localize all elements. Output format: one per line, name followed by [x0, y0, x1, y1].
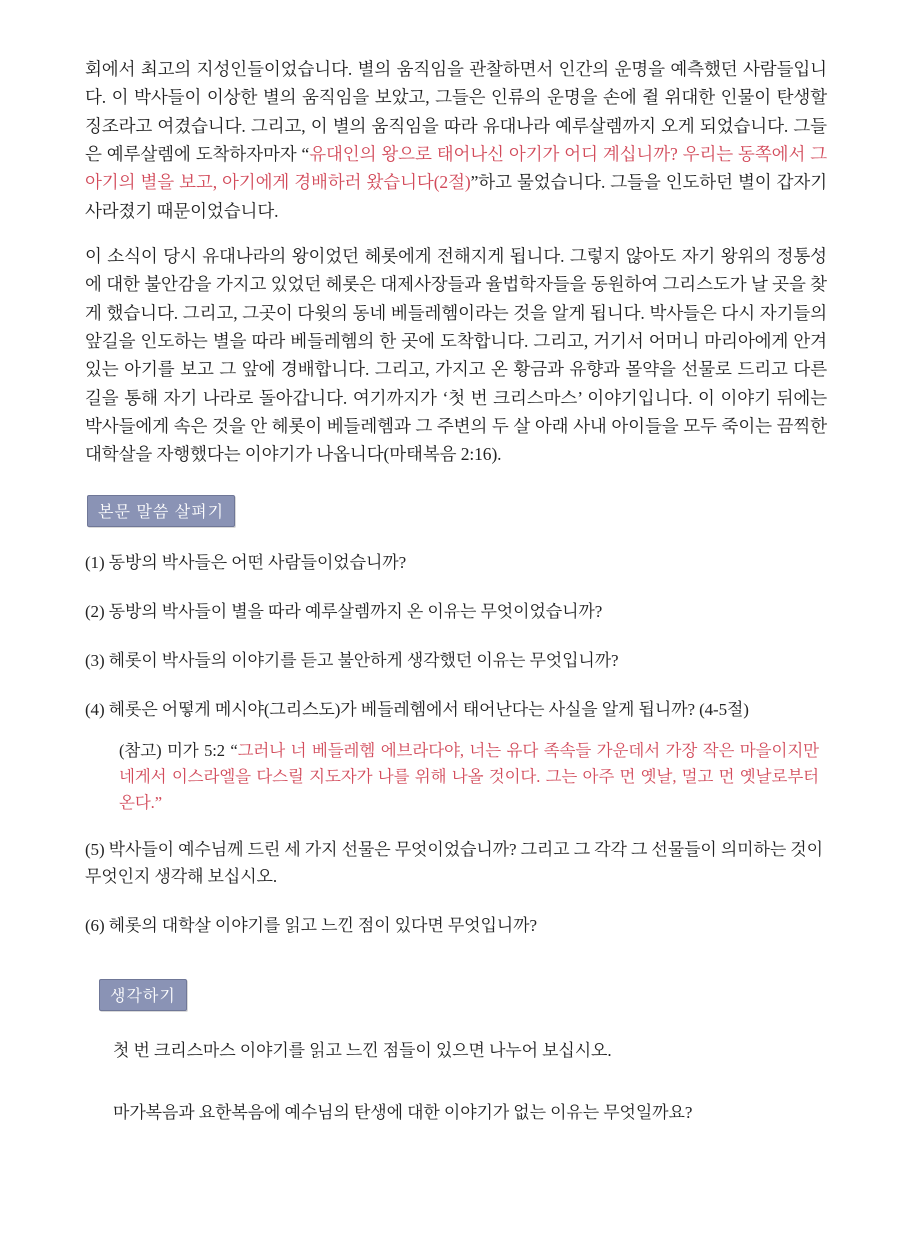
section-heading-2	[85, 979, 827, 1011]
paragraph-2: 이 소식이 당시 유대나라의 왕이었던 헤롯에게 전해지게 됩니다. 그렇지 않아도 자기 왕위의 정통성에 대한 불안감을 가지고 있었던 헤롯은 대제사장들과 율법학자들을 동원하여 그리스도가 날 곳을 찾게 했습니다. 그리고, 그곳이 다윗의 동네 베들레헴이라는 것을 알게 됩니다. 박사들은 다시 자기들의 앞길을 인도하는 별을 따라 베들레헴의 한 곳에 도착합니다. 그리고, 거기서 어머니 마리아에게 안겨 있는 아기를 보고 그 앞에 경배합니다. 그리고, 가지고 온 황금과 유향과 몰약을 선물로 드리고 다른 길을 통해 자기 나라로 돌아갑니다. 여기까지가 ‘첫 번 크리스마스’ 이야기입니다. 이 이야기 뒤에는 박사들에게 속은 것을 안 헤롯이 베들레헴과 그 주변의 두 살 아래 사내 아이들을 모두 죽이는 끔찍한 대학살을 자행했다는 이야기가 나옵니다(마태복음 2:16).	[85, 246, 827, 465]
question-1: (1) 동방의 박사들은 어떤 사람들이었습니까?	[85, 552, 407, 572]
paragraph-1-part-2: ”하고 물었습니다. 그들을 인도하던 별이 갑자기 사라졌기 때문이었습니다.	[85, 172, 827, 221]
think-line-2: 마가복음과 요한복음에 예수님의 탄생에 대한 이야기가 없는 이유는 무엇일까요?	[113, 1102, 693, 1122]
document-body	[85, 55, 827, 1160]
question-5: (5) 박사들이 예수님께 드린 세 가지 선물은 무엇이었습니까? 그리고 그 각각 그 선물들이 의미하는 것이 무엇인지 생각해 보십시오.	[85, 839, 823, 886]
question-4-note-suffix: ”	[154, 792, 162, 812]
question-4-note-prefix: (참고) 미가 5:2 “	[119, 740, 238, 760]
question-6: (6) 헤롯의 대학살 이야기를 읽고 느낀 점이 있다면 무엇입니까?	[85, 916, 537, 936]
question-4: (4) 헤롯은 어떻게 메시야(그리스도)가 베들레헴에서 태어난다는 사실을 알게 됩니까? (4-5절)	[85, 700, 749, 720]
section-badge-main-text: 본문 말씀 살펴기	[87, 495, 235, 527]
think-line-1: 첫 번 크리스마스 이야기를 읽고 느낀 점들이 있으면 나누어 보십시오.	[113, 1041, 612, 1061]
question-4-note	[119, 738, 819, 816]
question-4-note-quote: 그러나 너 베들레헴 에브라다야, 너는 유다 족속들 가운데서 가장 작은 마을이지만 네게서 이스라엘을 다스릴 지도자가 나를 위해 나올 것이다. 그는 아주 먼 옛날, 멀고 먼 옛날로부터 온다.	[119, 740, 819, 812]
section-badge-think-text: 생각하기	[99, 979, 187, 1011]
question-3: (3) 헤롯이 박사들의 이야기를 듣고 불안하게 생각했던 이유는 무엇입니까?	[85, 651, 619, 671]
section-heading-1	[85, 495, 827, 527]
question-2: (2) 동방의 박사들이 별을 따라 예루살렘까지 온 이유는 무엇이었습니까?	[85, 602, 603, 621]
paragraph-1-part-1: 회에서 최고의 지성인들이었습니다. 별의 움직임을 관찰하면서 인간의 운명을 예측했던 사람들입니다. 이 박사들이 이상한 별의 움직임을 보았고, 그들은 인류의 운명을 손에 쥘 위대한 인물이 탄생할 징조라고 여겼습니다. 그리고, 이 별의 움직임을 따라 유대나라 예루살렘까지 오게 되었습니다. 그들은 예루살렘에 도착하자마자 “	[85, 59, 827, 165]
paragraph-1-quote: 유대인의 왕으로 태어나신 아기가 어디 계십니까? 우리는 동쪽에서 그 아기의 별을 보고, 아기에게 경배하러 왔습니다(2절)	[85, 144, 828, 193]
paragraph-1	[85, 55, 827, 225]
